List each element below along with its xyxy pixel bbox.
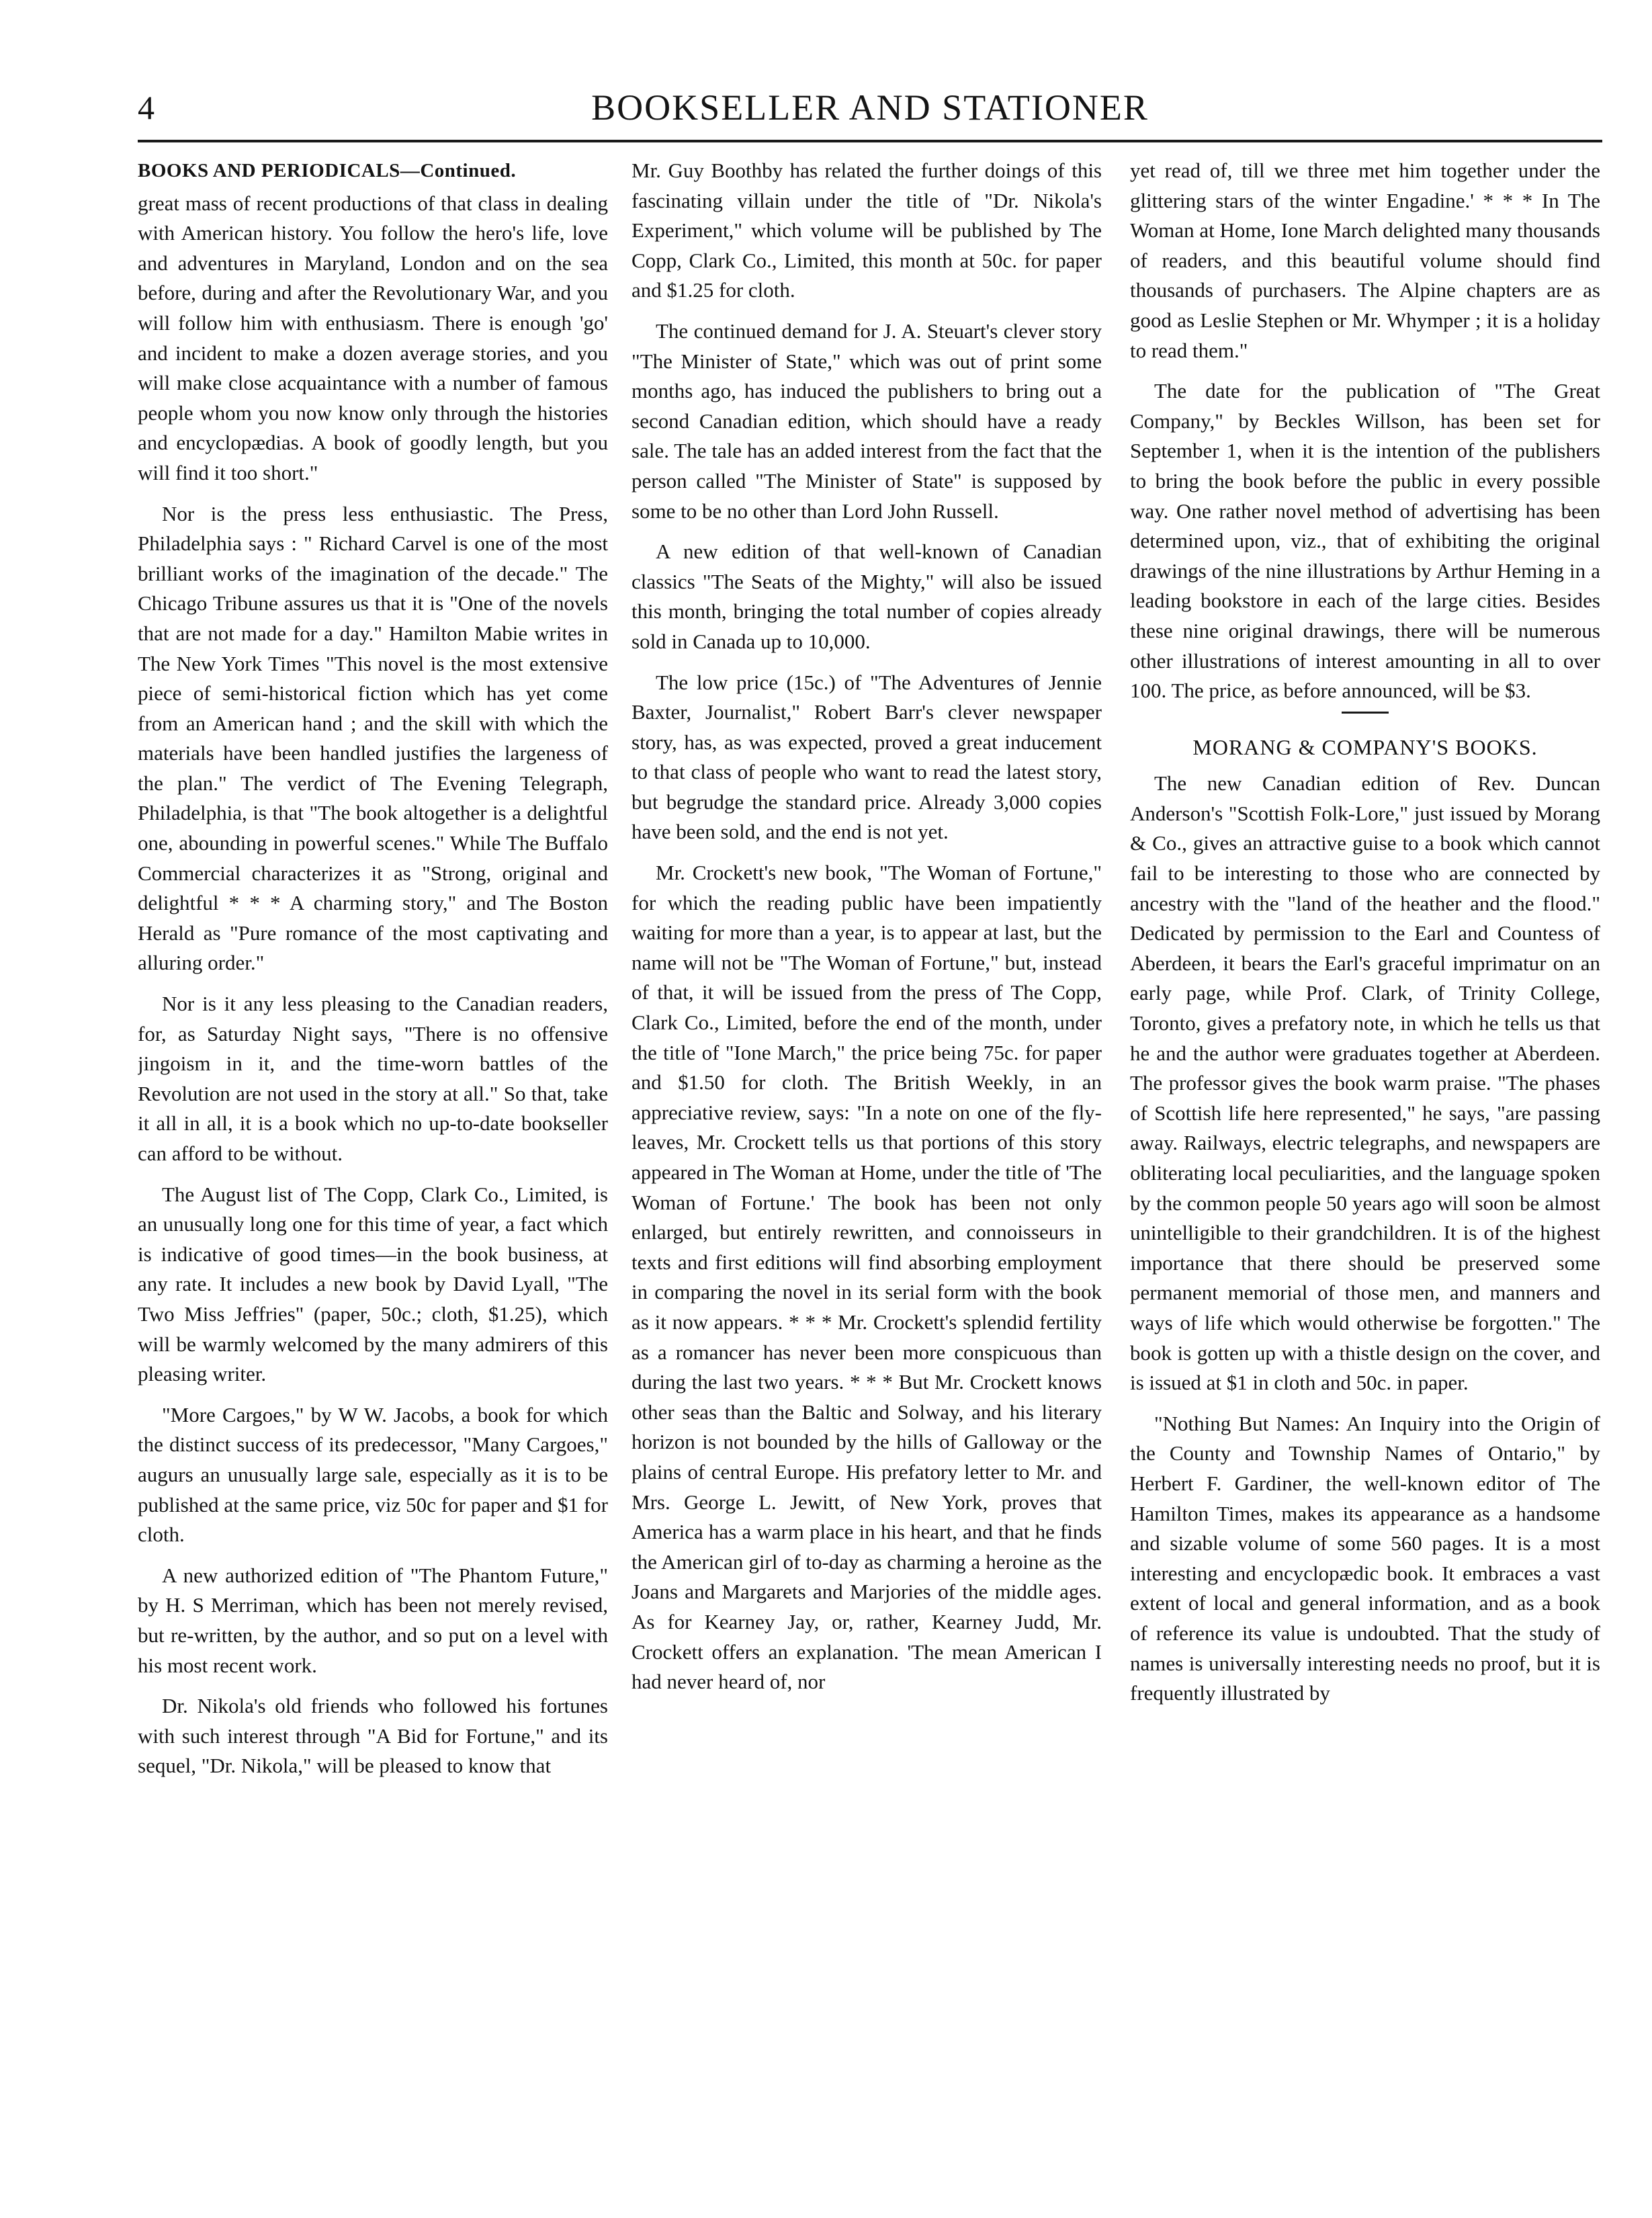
page-number: 4: [138, 89, 155, 126]
article-paragraph: Nor is it any less pleasing to the Canadian readers, for, as Saturday Night says, "There is no offensive jingoism in it, and the time-worn battles of the Revolution are not used in the story at all." So that, take it all in all, it is a book which no up-to-date bookseller can afford to be without.: [138, 992, 608, 1165]
article-paragraph: The August list of The Copp, Clark Co., Limited, is an unusually long one for this time of year, a fact which is indicative of good times—in the book business, at any rate. It includes a new book by David Lyall, "The Two Miss Jeffries" (paper, 50c.; cloth, $1.25), which will be warmly welcomed by the many admirers of this pleasing writer.: [138, 1182, 608, 1386]
article-paragraph: Mr. Crockett's new book, "The Woman of Fortune," for which the reading public have been impatiently waiting for more than a year, is to appear at last, but the name will not be "The Woman of Fortune," but, instead of that, it will be issued from the press of The Copp, Clark Co., Limited, before the end of the month, under the title of "Ione March," the price being 75c. for paper and $1.50 for cloth. The British Weekly, in an appreciative review, says: "In a note on one of the fly-leaves, Mr. Crockett tells us that portions of this story appeared in The Woman at Home, under the title of 'The Woman of Fortune.' The book has been not only enlarged, but entirely rewritten, and connoisseurs in texts and first editions will find absorbing employment in comparing the novel in its serial form with the book as it now appears. * * * Mr. Crockett's splendid fertility as a romancer has never been more conspicuous than during the last two years. * * * But Mr. Crockett knows other seas than the Baltic and Solway, and his literary horizon is not bounded by the hills of Galloway or the plains of central Europe. His prefatory letter to Mr. and Mrs. George L. Jewitt, of New York, proves that America has a warm place in his heart, and that he finds the American girl of to-day as charming a heroine as the Joans and Margarets and Marjories of the middle ages. As for Kearney Jay, or, rather, Kearney Judd, Mr. Crockett offers an explanation. 'The mean American I had never heard of, nor: [632, 861, 1102, 1694]
section-heading: [138, 156, 608, 186]
article-paragraph: The date for the publication of "The Great Company," by Beckles Willson, has been set for September 1, when it is the intention of the publishers to bring the book before the public in every possible way. One rather novel method of advertising has been determined upon, viz., that of exhibiting the original drawings of the nine illustrations by Arthur Heming in a leading bookstore in each of the large cities. Besides these nine original drawings, there will be numerous other illustrations of interest amounting in all to over 100. The price, as before announced, will be $3.: [1130, 379, 1600, 703]
article-paragraph: yet read of, till we three met him together under the glittering stars of the winter Engadine.' * * * In The Woman at Home, Ione March delighted many thousands of readers, and this beautiful volume should find thousands of purchasers. The Alpine chapters are as good as Leslie Stephen or Mr. Whymper ; it is a holiday to read them.": [1130, 159, 1600, 362]
article-paragraph: "Nothing But Names: An Inquiry into the Origin of the County and Township Names of Ontario," by Herbert F. Gardiner, the well-known editor of The Hamilton Times, makes its appearance as a handsome and sizable volume of some 560 pages. It is a most interesting and encyclopædic book. It embraces a vast extent of local and general information, and as a book of reference its value is undoubted. That the study of names is universally interesting needs no proof, but it is frequently illustrated by: [1130, 1411, 1600, 1705]
page-header: [138, 82, 1602, 142]
column-3: [1130, 156, 1600, 2199]
article-paragraph: "More Cargoes," by W W. Jacobs, a book for which the distinct success of its predecessor, "Many Cargoes," augurs an unusually large sale, especially as it is to be published at the same price, viz 50c for paper and $1 for cloth.: [138, 1402, 608, 1547]
article-paragraph: great mass of recent productions of that class in dealing with American history. You follow the hero's life, love and adventures in Maryland, London and on the sea before, during and after the Revolutionary War, and you will follow him with enthusiasm. There is enough 'go' and incident to make a dozen average stories, and you will make close acquaintance with a number of famous people whom you now know only through the histories and encyclopædias. A book of goodly length, but you will find it too short.": [138, 191, 608, 484]
column-2: [632, 156, 1102, 2199]
article-paragraph: Nor is the press less enthusiastic. The Press, Philadelphia says : " Richard Carvel is one of the most brilliant works of the imagination of the decade." The Chicago Tribune assures us that it is "One of the novels that are not made for a day." Hamilton Mabie writes in The New York Times "This novel is the most extensive piece of semi-historical fiction which has yet come from an American hand ; and the skill with which the materials have been handled justifies the largeness of the plan." The verdict of The Evening Telegraph, Philadelphia, is that "The book altogether is a delightful one, abounding in powerful scenes." While The Buffalo Commercial characterizes it as "Strong, original and delightful * * * A charming story," and The Boston Herald as "Pure romance of the most captivating and alluring order.": [138, 501, 608, 975]
header-rule: [138, 140, 1602, 142]
section-heading-continued: Continued.: [420, 160, 517, 181]
article-paragraph: Mr. Guy Boothby has related the further doings of this fascinating villain under the title of "Dr. Nikola's Experiment," which volume will be published by The Copp, Clark Co., Limited, this month at 50c. for paper and $1.25 for cloth.: [632, 159, 1102, 302]
article-paragraph: The new Canadian edition of Rev. Duncan Anderson's "Scottish Folk-Lore," just issued by Morang & Co., gives an attractive guise to a book which cannot fail to be interesting to those who are connected by ancestry with the "land of the heather and the flood." Dedicated by permission to the Earl and Countess of Aberdeen, it bears the Earl's graceful imprimatur on an early page, while Prof. Clark, of Trinity College, Toronto, gives a prefatory note, in which he tells us that he and the author were graduates together at Aberdeen. The professor gives the book warm praise. "The phases of Scottish life here represented," he says, "are passing away. Railways, electric telegraphs, and newspapers are obliterating local peculiarities, and the language spoken by the common people 50 years ago will soon be almost unintelligible to their grandchildren. It is of the highest importance that there should be preserved some permanent memorial of those men, and manners and ways of life which would otherwise be forgotten." The book is gotten up with a thistle design on the cover, and is issued at $1 in cloth and 50c. in paper.: [1130, 771, 1600, 1395]
section-divider: [1342, 712, 1389, 714]
article-paragraph: A new authorized edition of "The Phantom Future," by H. S Merriman, which has been not merely revised, but re-written, by the author, and so put on a level with his most recent work.: [138, 1563, 608, 1677]
column-1: [138, 156, 608, 2199]
article-paragraph: The continued demand for J. A. Steuart's clever story "The Minister of State," which was out of print some months ago, has induced the publishers to bring out a second Canadian edition, which should have a ready sale. The tale has an added interest from the fact that the person called "The Minister of State" is supposed by some to be no other than Lord John Russell.: [632, 318, 1102, 523]
article-paragraph: A new edition of that well-known of Canadian classics "The Seats of the Mighty," will also be issued this month, bringing the total number of copies already sold in Canada up to 10,000.: [632, 540, 1102, 653]
article-paragraph: The low price (15c.) of "The Adventures of Jennie Baxter, Journalist," Robert Barr's clever newspaper story, has, as was expected, proved a great inducement to that class of people who want to read the latest story, but begrudge the standard price. Already 3,000 copies have been sold, and the end is not yet.: [632, 670, 1102, 844]
morang-section-heading: MORANG & COMPANY'S BOOKS.: [1192, 734, 1538, 759]
running-title: BOOKSELLER AND STATIONER: [591, 87, 1149, 128]
section-heading-title: BOOKS AND PERIODICALS—: [138, 160, 421, 181]
article-paragraph: Dr. Nikola's old friends who followed his fortunes with such interest through "A Bid for Fortune," and its sequel, "Dr. Nikola," will be pleased to know that: [138, 1694, 608, 1778]
